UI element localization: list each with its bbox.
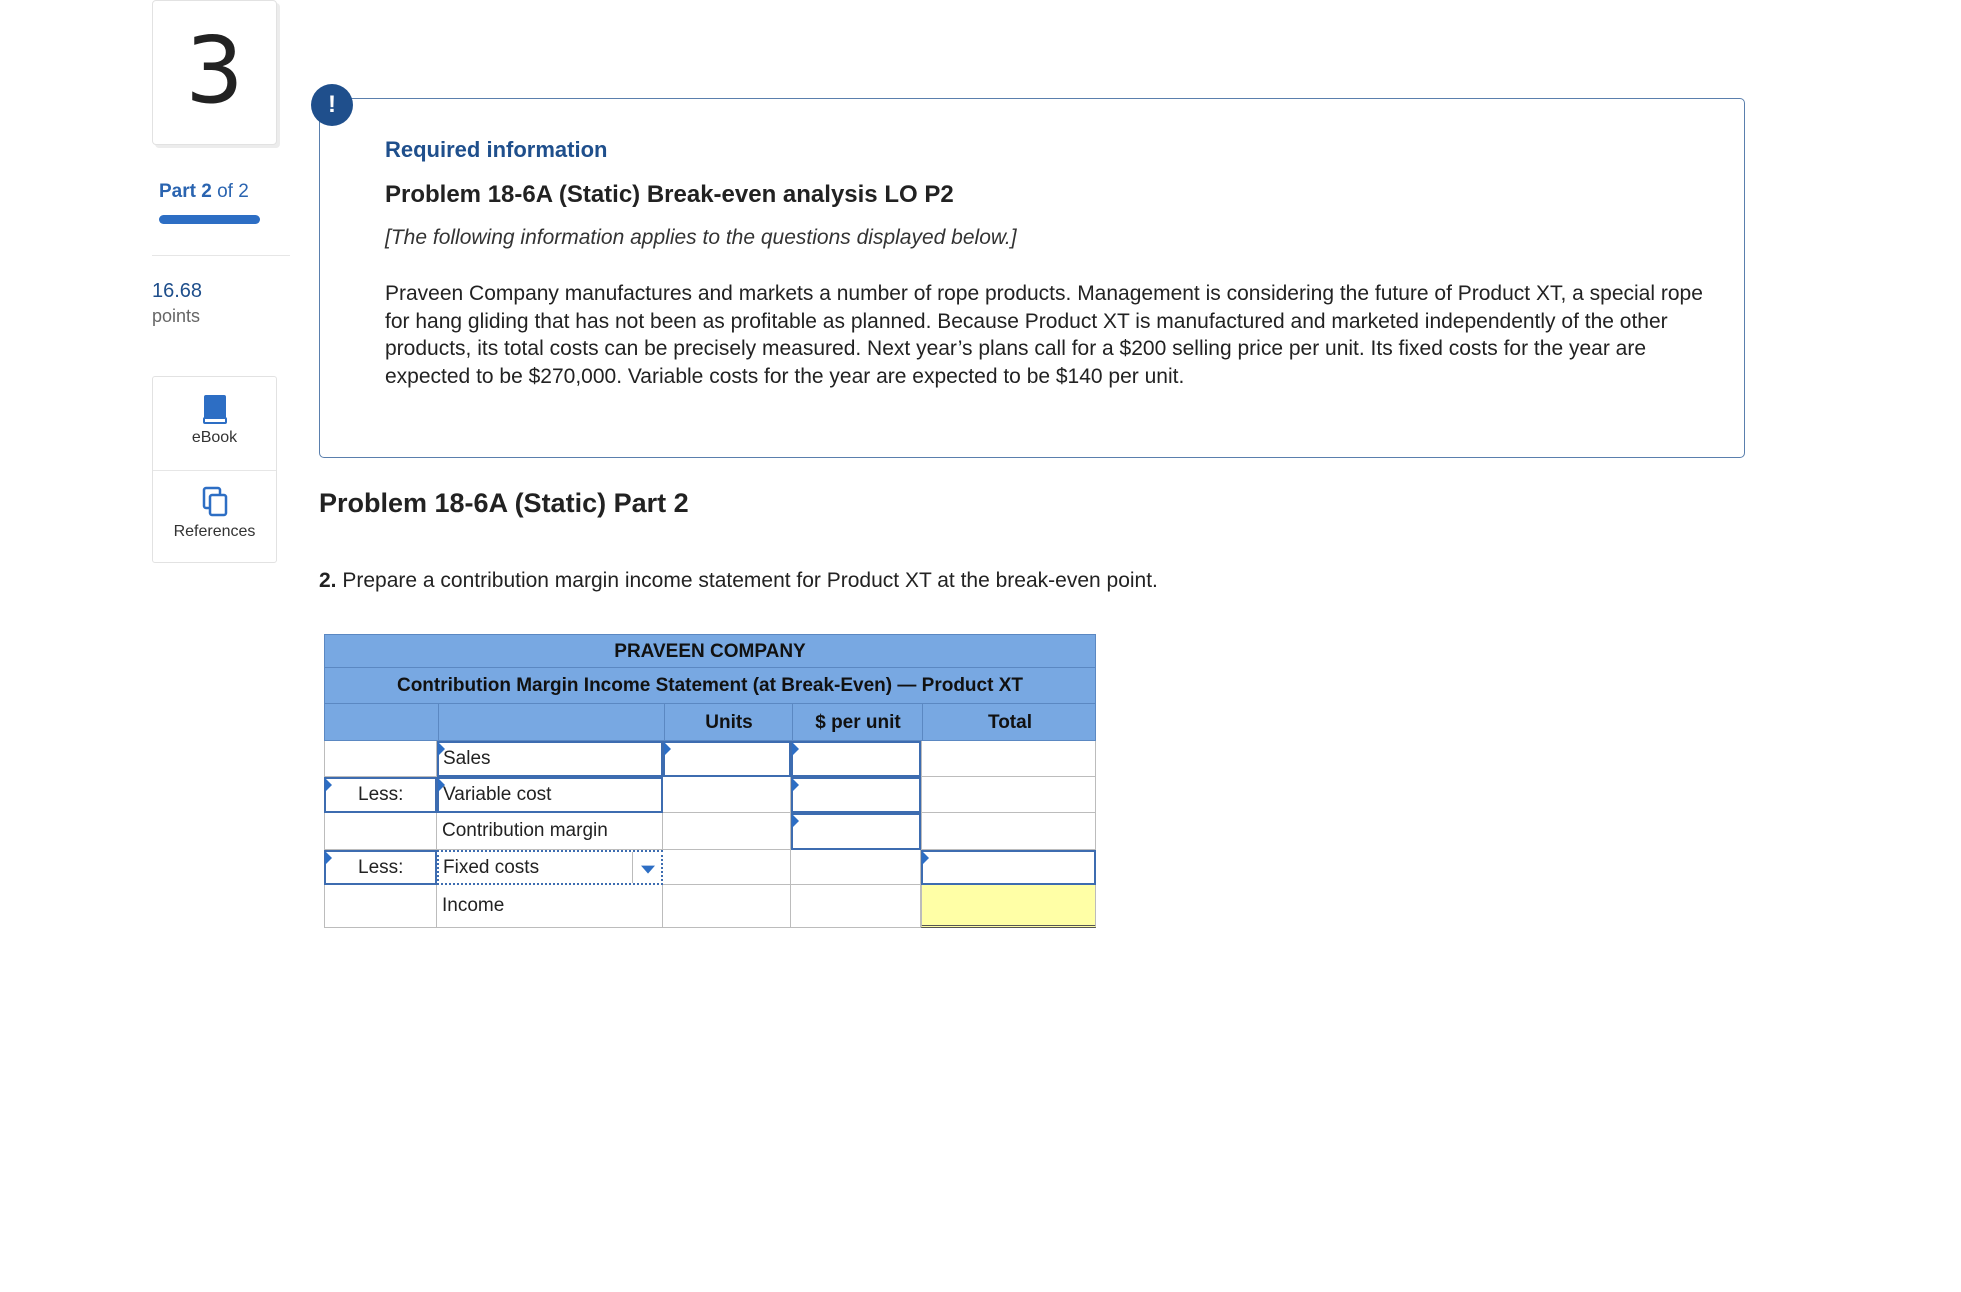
fixed-units-cell xyxy=(663,850,791,885)
required-info-title: Required information xyxy=(385,137,608,162)
sales-label: Sales xyxy=(443,748,491,769)
sales-per-unit-input[interactable] xyxy=(791,741,921,777)
references-button[interactable] xyxy=(153,470,276,563)
part-current: Part 2 xyxy=(159,181,212,202)
book-icon xyxy=(201,394,229,429)
chevron-down-icon[interactable] xyxy=(641,865,655,873)
prefix-cell xyxy=(324,741,437,777)
sales-total-cell xyxy=(921,741,1096,777)
contribution-units-cell xyxy=(663,813,791,850)
fixed-prefix: Less: xyxy=(358,856,404,878)
worksheet-statement-title: Contribution Margin Income Statement (at Break-Even) — Product XT xyxy=(324,668,1096,704)
points-label: points xyxy=(152,306,201,326)
prefix-cell xyxy=(324,885,437,928)
worksheet-body xyxy=(324,741,1096,928)
contribution-total-cell xyxy=(921,813,1096,850)
question-number-label: 2. xyxy=(319,569,337,592)
column-header-units: Units xyxy=(664,704,793,741)
income-statement-worksheet xyxy=(324,634,1096,928)
variable-cost-label: Variable cost xyxy=(443,784,552,805)
variable-per-unit-input[interactable] xyxy=(791,777,921,813)
income-label: Income xyxy=(442,895,505,916)
variable-prefix: Less: xyxy=(358,784,404,805)
variable-cost-label-input[interactable] xyxy=(437,777,663,813)
column-header-total: Total xyxy=(922,704,1097,741)
input-flag-icon xyxy=(792,778,799,792)
problem-title: Problem 18-6A (Static) Break-even analysis LO P2 xyxy=(385,181,954,208)
ebook-button[interactable] xyxy=(153,377,276,469)
required-information-card xyxy=(319,98,1745,458)
column-header-label xyxy=(438,704,665,741)
copy-pages-icon xyxy=(201,486,229,523)
fixed-prefix-input[interactable] xyxy=(324,850,437,885)
sales-units-input[interactable] xyxy=(663,741,791,777)
question-number: 3 xyxy=(185,16,244,124)
tools-panel xyxy=(152,376,277,563)
input-flag-icon xyxy=(664,742,671,756)
fixed-per-unit-cell xyxy=(791,850,921,885)
contribution-per-unit-input[interactable] xyxy=(791,813,921,850)
variable-prefix-input[interactable] xyxy=(324,777,437,813)
income-units-cell xyxy=(663,885,791,928)
income-per-unit-cell xyxy=(791,885,921,928)
fixed-costs-label: Fixed costs xyxy=(443,856,540,878)
column-header-per-unit: $ per unit xyxy=(792,704,923,741)
question-text xyxy=(319,569,1158,593)
sales-label-input[interactable] xyxy=(437,741,663,777)
input-flag-icon xyxy=(325,778,332,792)
input-flag-icon xyxy=(922,851,929,865)
worksheet-column-headers xyxy=(324,704,1096,741)
variable-total-cell xyxy=(921,777,1096,813)
variable-units-cell xyxy=(663,777,791,813)
dropdown-separator xyxy=(632,852,633,883)
question-number-card xyxy=(152,0,277,145)
part-indicator xyxy=(159,181,249,203)
part-heading: Problem 18-6A (Static) Part 2 xyxy=(319,488,689,518)
income-total-input[interactable] xyxy=(921,885,1096,928)
input-flag-icon xyxy=(792,742,799,756)
part-progress-bar xyxy=(159,215,260,224)
ebook-label: eBook xyxy=(191,429,238,446)
alert-icon: ! xyxy=(311,84,353,126)
contribution-margin-label: Contribution margin xyxy=(442,820,608,841)
question-prompt: Prepare a contribution margin income statement for Product XT at the break-even point. xyxy=(336,569,1158,592)
applies-note: [The following information applies to the questions displayed below.] xyxy=(385,226,1017,249)
fixed-total-input[interactable] xyxy=(921,850,1096,885)
input-flag-icon xyxy=(325,851,332,865)
problem-description: Praveen Company manufactures and markets a number of rope products. Management is considering the future of Product XT, a special rope for hang gliding that has not been as profitable as planned. Because Product XT is manufactured and marketed independently of the other products, its total costs can be precisely measured. Next year’s plans call for a $200 selling price per unit. Its fixed costs for the year are expected to be $270,000. Variable costs for the year are expected to be $140 per unit. xyxy=(385,282,1703,388)
fixed-costs-select[interactable] xyxy=(437,850,663,885)
rail-divider xyxy=(152,255,290,256)
input-flag-icon xyxy=(792,814,799,828)
points-value: 16.68 xyxy=(152,280,203,302)
contribution-margin-label-cell xyxy=(437,813,663,850)
income-label-cell xyxy=(437,885,663,928)
references-label: References xyxy=(173,523,256,540)
part-total: of 2 xyxy=(217,181,249,202)
worksheet-company-name: PRAVEEN COMPANY xyxy=(324,634,1096,668)
prefix-cell xyxy=(324,813,437,850)
